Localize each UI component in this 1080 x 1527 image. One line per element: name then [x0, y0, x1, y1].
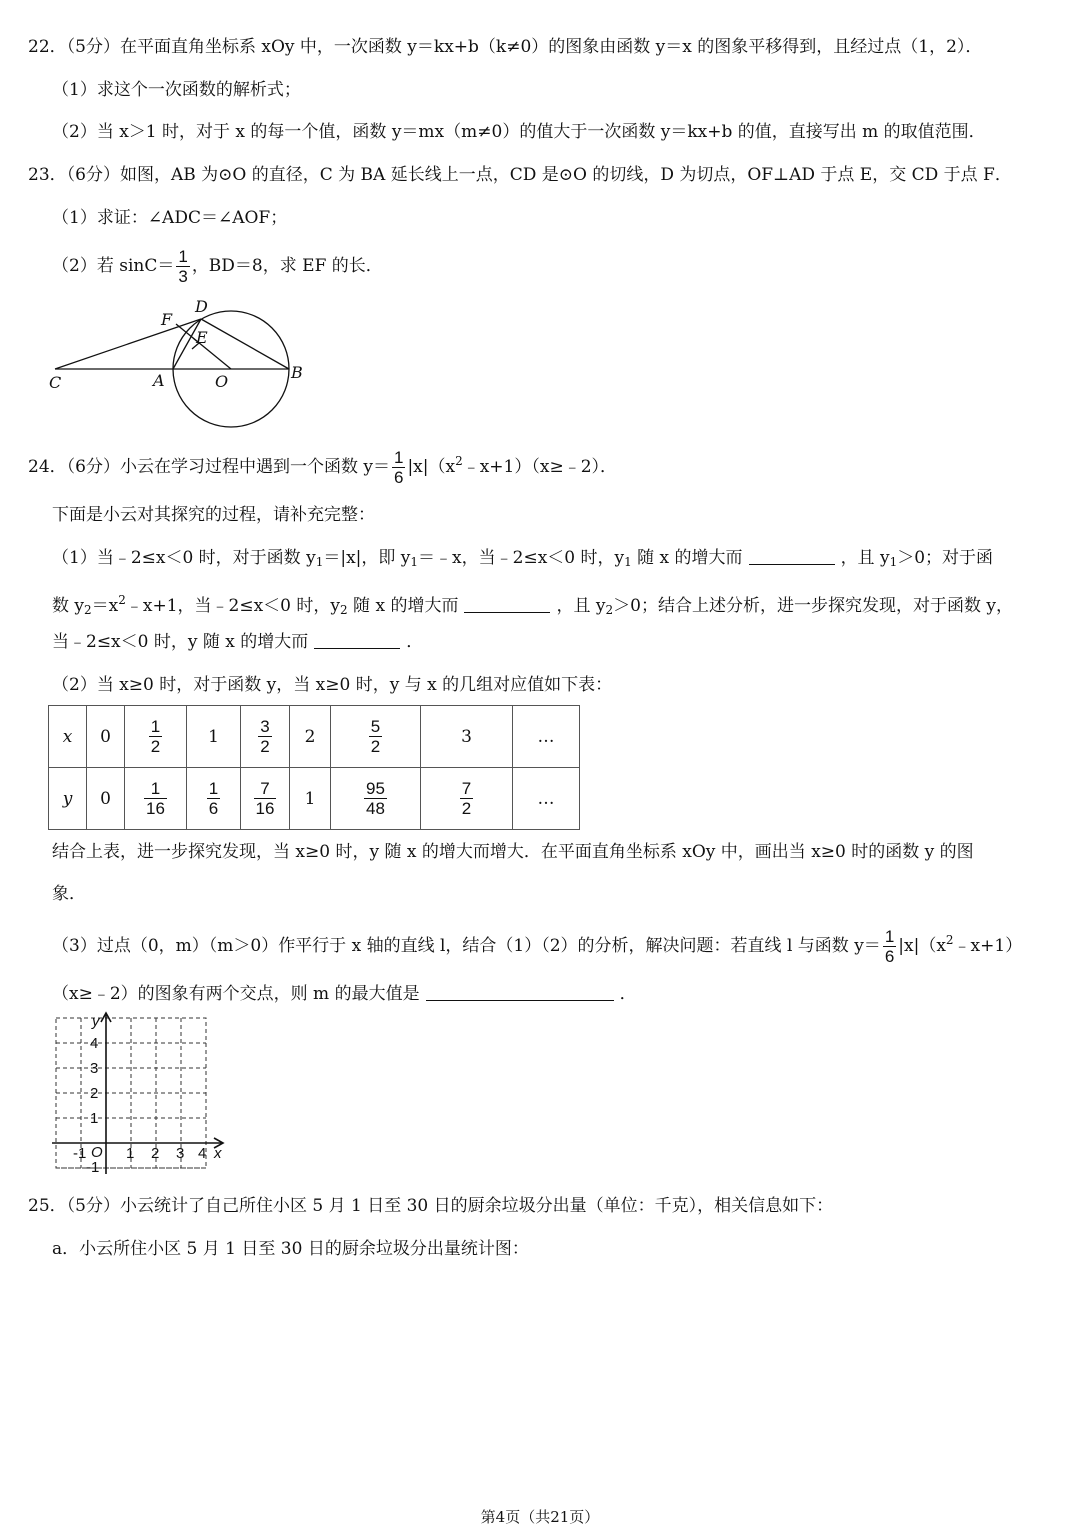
q24-intro: 下面是小云对其探究的过程，请补充完整：: [52, 505, 375, 525]
fraction-one-third: $\frac{1}{3}$: [178, 247, 188, 286]
x-axis-label: x: [214, 1145, 222, 1162]
table-cell: 0: [87, 706, 125, 768]
circle-tangent-figure: [40, 292, 320, 430]
q23-part2: （2）若 sinC＝ $\frac{1}{3}$ ，BD＝8，求 EF 的长．: [52, 247, 383, 286]
table-cell: $\frac{1}{16}$: [125, 768, 187, 830]
q24-part3-line1: （3）过点（0，m）（m＞0）作平行于 x 轴的直线 l，结合（1）（2）的分析，解决问题：若直线 l 与函数 y＝ $\frac{1}{6}$ $|x|(x^2﹣x+1)$: [52, 927, 1023, 966]
q24-after-table-line1: 结合上表，进一步探究发现，当 x≥0 时，y 随 x 的增大而增大．在平面直角坐标系 xOy 中，画出当 x≥0 时的函数 y 的图: [52, 842, 974, 862]
fraction-one-sixth-2: $\frac{1}{6}$: [884, 927, 895, 966]
x-tick-2: 2: [151, 1145, 160, 1162]
table-cell: y: [49, 768, 87, 830]
table-cell: $\frac{5}{2}$: [331, 706, 421, 768]
label-e: E: [196, 328, 208, 347]
q24-part1-line1: （1）当﹣2≤x＜0 时，对于函数 $y_1=|x|$，即 $y_1=﹣x$，当﹣2≤x＜0 时，$y_1$ 随 x 的增大而 ，且 $y_1>0$；对于函: [52, 548, 994, 569]
table-cell: 0: [87, 768, 125, 830]
x-tick-4: 4: [198, 1145, 207, 1162]
q24-part1-line3: 当﹣2≤x＜0 时，y 随 x 的增大而 ．: [52, 632, 424, 652]
table-cell: …: [513, 768, 580, 830]
x-tick-3: 3: [176, 1145, 185, 1162]
y-tick-1: 1: [90, 1110, 99, 1127]
table-cell: $\frac{95}{48}$: [331, 768, 421, 830]
answer-blank-2: [464, 596, 550, 613]
answer-blank-4: [426, 984, 614, 1001]
q23-part1: （1）求证：∠ADC＝∠AOF；: [52, 208, 288, 228]
q24-part2: （2）当 x≥0 时，对于函数 y，当 x≥0 时，y 与 x 的几组对应值如下表：: [52, 675, 613, 695]
table-cell: 1: [290, 768, 331, 830]
y-tick-neg1: -1: [86, 1159, 100, 1176]
q22-part2: （2）当 x＞1 时，对于 x 的每一个值，函数 y＝mx（m≠0）的值大于一次函数 y＝kx+b 的值，直接写出 m 的取值范围．: [52, 122, 986, 142]
table-cell: $\frac{1}{2}$: [125, 706, 187, 768]
table-cell: 3: [421, 706, 513, 768]
table-cell: 2: [290, 706, 331, 768]
label-a: A: [153, 371, 165, 390]
q25-stem: 25．（5分）小云统计了自己所住小区 5 月 1 日至 30 日的厨余垃圾分出量（单位：千克），相关信息如下：: [28, 1196, 834, 1216]
x-tick-1: 1: [126, 1145, 135, 1162]
label-c: C: [49, 373, 62, 392]
y-tick-4: 4: [90, 1035, 99, 1052]
table-cell: $\frac{3}{2}$: [241, 706, 290, 768]
origin-label: O: [91, 1144, 103, 1161]
q24-after-table-line2: 象．: [52, 884, 86, 904]
q24-part1-line2: 数 $y_2=x^2﹣x+1$，当﹣2≤x＜0 时，$y_2$ 随 x 的增大而 ，且 $y_2>0$；结合上述分析，进一步探究发现，对于函数 y，: [52, 593, 1013, 617]
y-axis-label: y: [92, 1013, 100, 1030]
y-tick-3: 3: [90, 1060, 99, 1077]
table-row-x: [49, 706, 580, 768]
page-footer: 第4页（共21页）: [480, 1508, 600, 1526]
label-d: D: [195, 297, 208, 316]
q25-part-a: a．小云所住小区 5 月 1 日至 30 日的厨余垃圾分出量统计图：: [52, 1239, 529, 1259]
q24-part3-line2: （x≥﹣2）的图象有两个交点，则 m 的最大值是 ．: [52, 984, 637, 1004]
answer-blank-1: [749, 548, 835, 565]
label-b: B: [291, 363, 303, 382]
chord-db: [201, 319, 289, 369]
label-o: O: [215, 372, 229, 391]
y-tick-2: 2: [90, 1085, 99, 1102]
answer-blank-3: [314, 632, 400, 649]
table-row-y: [49, 768, 580, 830]
x-tick-neg1: -1: [73, 1145, 87, 1162]
table-cell: $\frac{7}{16}$: [241, 768, 290, 830]
table-cell: …: [513, 706, 580, 768]
table-cell: $\frac{1}{6}$: [187, 768, 241, 830]
q23-stem: 23．（6分）如图，AB 为⊙O 的直径，C 为 BA 延长线上一点，CD 是⊙O 的切线，D 为切点，OF⊥AD 于点 E，交 CD 于点 F．: [28, 165, 1012, 185]
label-f: F: [161, 310, 173, 329]
table-cell: x: [49, 706, 87, 768]
table-cell: 1: [187, 706, 241, 768]
table-cell: $\frac{7}{2}$: [421, 768, 513, 830]
q24-stem: 24．（6分）小云在学习过程中遇到一个函数 y＝ $\frac{1}{6}$ $|x|(x^2﹣x+1)(x\ge﹣2)$．: [28, 448, 618, 487]
fraction-one-sixth: $\frac{1}{6}$: [393, 448, 404, 487]
q22-part1: （1）求这个一次函数的解析式；: [52, 80, 301, 100]
q22-stem: 22．（5分）在平面直角坐标系 xOy 中，一次函数 y＝kx+b（k≠0）的图象由函数 y＝x 的图象平移得到，且经过点（1，2）．: [28, 37, 983, 57]
coordinate-grid: [48, 1010, 238, 1178]
xy-value-table: [48, 705, 580, 830]
